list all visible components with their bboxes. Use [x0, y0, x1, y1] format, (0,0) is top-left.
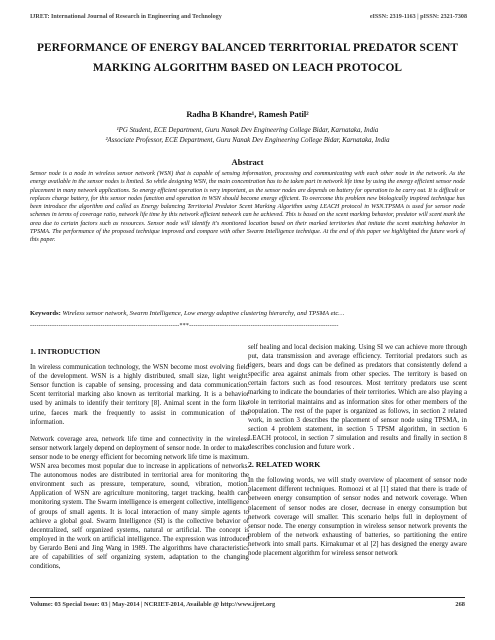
right-column: [248, 343, 467, 566]
abstract-heading: Abstract: [231, 157, 264, 167]
section-separator: --------------------------------------------------------------------***--------------------------------------------------------------------: [30, 323, 339, 329]
affiliation-2: ²Associate Professor, ECE Department, Guru Nanak Dev Engineering College Bidar, Karnataka, India: [105, 137, 390, 144]
issn: eISSN: 2319-1163 | pISSN: 2321-7308: [369, 14, 467, 20]
footer-rule: [30, 597, 465, 598]
left-column: [30, 347, 249, 579]
intro-paragraph-2: Network coverage area, network life time and connectivity in the wireless sensor network largely depend on deployment of sensor node. In order to make sensor node to be energy efficient for becoming network life time is maximum. WSN area becomes most popular due to increase in applications of networks. The autonomous nodes are distributed in territorial area for monitoring the environment such as pressure, temperature, sound, vibration, motion. Application of WSN are agriculture monitoring, target tracking, health care monitoring system. The Swarm intelligence is emergent collective, intelligence of groups of small agents. It is local interaction of many simple agents to achieve a global goal. Swarm Intelligence (SI) is the collective behavior of decentralized, self organized systems, natural or artificial. The concept is employed in the work on artificial intelligence. The expression was introduced by Gerardo Beni and Jing Wang in 1989. The algorithms have characteristics are of capabilities of self organizing system, adaptation to the changing conditions,: [30, 435, 249, 571]
abstract-text: Sensor node is a node in wireless sensor network (WSN) that is capable of sensing information, processing and communicating with each other node in the network. As the energy available in the sensor nodes is limited. So while designing WSN, the main concentration has to be taken part in network life time by using the energy efficient sensor node placement in many network applications. So energy efficient operation is very important, as the sensor nodes are depends on battery for operation to be carry out. It is difficult or replaces charge battery, for this sensor nodes function and operation in WSN should become energy efficient. To overcome this problem new biologically inspired technique has been introduce the algorithm and called as Energy balancing Territorial Predator Scent Marking Algorithm using LEACH protocol in WSN.TPSMA is used for sensor node schemes in terms of coverage ratio, network life time by this network efficient network can be achieved. This is based on the scent marking behavior, predator will scent mark the area due to certain factors such as resources. Sensor node will identify it's monitored location based on their marked territories that imitate the scent matching behavior in TPSMA. The performance of the proposed technique improved and compare with other Swarm Intelligence technique. At the end of this paper we highlighted the future work of this paper.: [30, 171, 465, 244]
keywords: [30, 310, 465, 317]
affiliation-1: ¹PG Student, ECE Department, Guru Nanak Dev Engineering College Bidar, Karnataka, India: [116, 127, 379, 134]
footer-volume-info: Volume: 03 Special Issue: 03 | May-2014 | NCRIET-2014, Available @ http://www.ijret.org: [30, 601, 276, 608]
intro-paragraph-continued: self healing and local decision making. Using SI we can achieve more through put, data transmission and average efficiency. Territorial predators such as tigers, bears and dogs can be defined as predators that consistently defend a specific area against animals from other species. The territory is based on certain factors such as food resources. Most territory predators use scent marking to indicate the boundaries of their territories. Which are also playing a role in territorial maintains and as information sites for other members of the population. The rest of the paper is organized as follows, in section 2 related work, in section 3 describes the placement of sensor node using TPSMA, in section 4 problem statement, in section 5 TPSM algorithm, in section 6 LEACH protocol, in section 7 simulation and results and finally in section 8 describes conclusion and future work .: [248, 344, 467, 452]
intro-paragraph-1: In wireless communication technology, the WSN become most evolving field of the development. WSN is a highly distributed, small size, light weight. Sensor function is capable of sensing, processing and data communication. Scent territorial marking also known as territorial marking. It is a behavior used by animals to identify their territory [8]. Animal scent in the form like urine, faeces mark the frequently to assist in communication of the information.: [30, 364, 249, 426]
paper-title: PERFORMANCE OF ENERGY BALANCED TERRITORIAL PREDATOR SCENT MARKING ALGORITHM BASED ON LEACH PROTOCOL: [36, 42, 459, 74]
related-work-paragraph: In the following words, we will study overview of placement of sensor node placement different techniques. Romoozi et al [1] stated that there is trade of between energy consumption of sensor nodes and network coverage. When placement of sensor nodes are closer, decrease in energy consumption but network coverage will smaller. This scenario helps full in deployment of sensor node. The energy consumption in wireless sensor network prevents the problem of the network exhausting of batteries, so partitioning the entire network into small parts. Kirnakumar et al [2] has designed the energy aware node placement algorithm for wireless sensor network: [248, 477, 467, 557]
related-work-heading: 2. RELATED WORK: [248, 460, 321, 470]
keywords-text: Wireless sensor network, Swarm Intelligence, Low energy adaptive clustering hierarchy, and TPSMA etc…: [62, 310, 345, 317]
keywords-label: Keywords:: [30, 310, 61, 317]
footer: [30, 601, 465, 608]
authors: Radha B Khandre¹, Ramesh Patil²: [186, 110, 309, 119]
running-header: [30, 14, 467, 20]
introduction-heading: 1. INTRODUCTION: [30, 347, 101, 356]
journal-name: IJRET: International Journal of Research in Engineering and Technology: [30, 14, 222, 20]
page-number: 268: [455, 601, 465, 608]
